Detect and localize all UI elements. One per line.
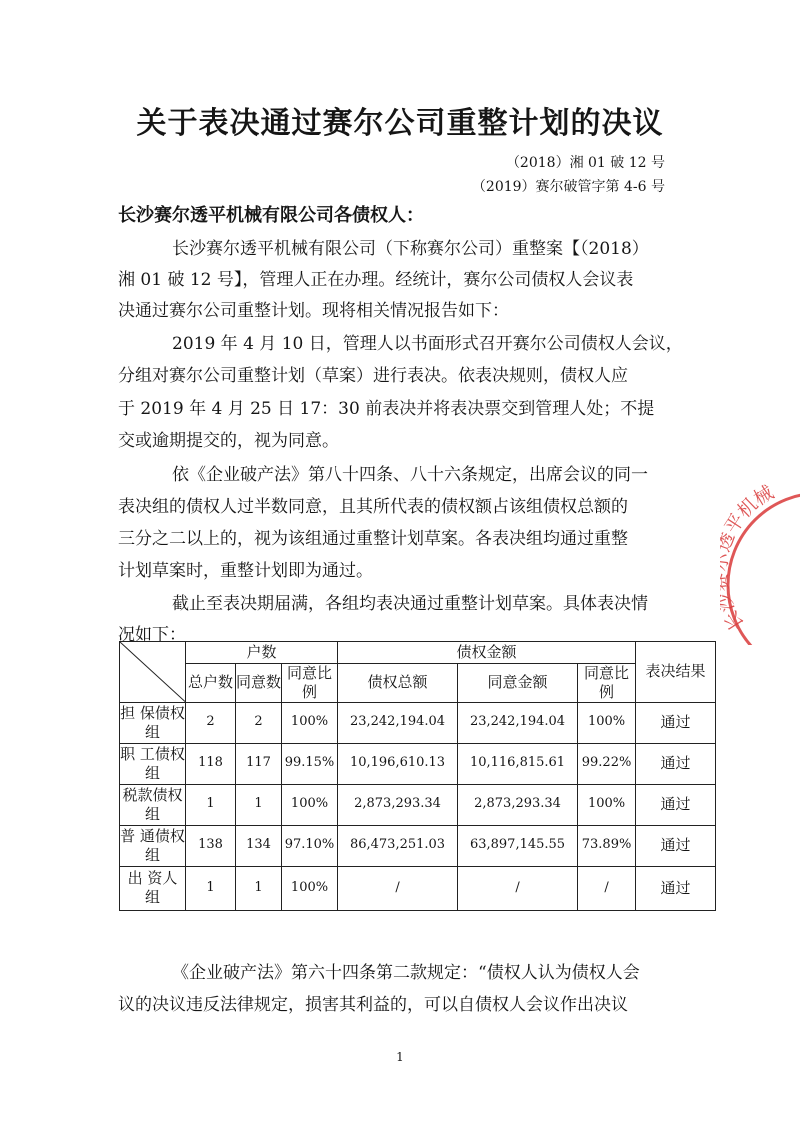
agree-amount: 10,116,815.61 [458,743,578,784]
amount-ratio: 100% [578,702,636,743]
body-line: 决通过赛尔公司重整计划。现将相关情况报告如下： [118,301,509,321]
vote-result: 通过 [636,702,716,743]
body-line: 交或逾期提交的，视为同意。 [118,431,339,451]
group-name: 职 工债权组 [120,743,186,784]
body-line: 议的决议违反法律规定，损害其利益的，可以自债权人会议作出决议 [118,995,628,1015]
agree-amount-header: 同意金额 [458,664,578,703]
body-line: 截止至表决期届满，各组均表决通过重整计划草案。具体表决情 [172,594,648,614]
agree-households: 1 [236,784,282,825]
body-line: 计划草案时，重整计划即为通过。 [118,561,373,581]
agree-households: 2 [236,702,282,743]
total-households: 138 [186,825,236,866]
company-seal [720,475,800,645]
claims-group-header: 债权金额 [338,642,636,664]
vote-result: 通过 [636,743,716,784]
household-ratio: 100% [282,866,338,910]
amount-ratio-header: 同意比例 [578,664,636,703]
claim-total: 2,873,293.34 [338,784,458,825]
agree-amount: 63,897,145.55 [458,825,578,866]
agree-households: 134 [236,825,282,866]
svg-text:长沙赛尔透平机械 [720,481,778,634]
amount-ratio: 100% [578,784,636,825]
household-ratio: 99.15% [282,743,338,784]
amount-ratio: 99.22% [578,743,636,784]
total-households: 1 [186,784,236,825]
diagonal-header-cell [120,642,186,703]
table-row [120,784,716,825]
addressee: 长沙赛尔透平机械有限公司各债权人： [118,205,424,226]
agree-households: 1 [236,866,282,910]
total-households-header: 总户数 [186,664,236,703]
amount-ratio: 73.89% [578,825,636,866]
group-name: 普 通债权组 [120,825,186,866]
agree-amount: 23,242,194.04 [458,702,578,743]
table-row [120,743,716,784]
body-line: 分组对赛尔公司重整计划（草案）进行表决。依表决规则，债权人应 [118,366,628,386]
vote-result: 通过 [636,825,716,866]
body-line: 2019 年 4 月 10 日，管理人以书面形式召开赛尔公司债权人会议， [172,334,683,354]
seal-text: 长 平机械 [720,481,778,635]
page-number: 1 [396,1050,404,1064]
table-row [120,702,716,743]
group-name: 税款债权组 [120,784,186,825]
agree-households-header: 同意数 [236,664,282,703]
administrator-number: （2019）赛尔破管字第 4-6 号 [471,179,665,195]
household-ratio: 100% [282,702,338,743]
claim-total: 23,242,194.04 [338,702,458,743]
body-line: 湘 01 破 12 号】，管理人正在办理。经统计，赛尔公司债权人会议表 [118,270,634,290]
vote-result: 通过 [636,784,716,825]
group-name: 担 保债权组 [120,702,186,743]
group-name: 出 资人 组 [120,866,186,910]
claim-total: 10,196,610.13 [338,743,458,784]
result-header: 表决结果 [636,642,716,703]
page-title: 关于表决通过赛尔公司重整计划的决议 [136,106,664,141]
table-row [120,866,716,910]
case-number: （2018）湘 01 破 12 号 [505,155,665,171]
households-group-header: 户数 [186,642,338,664]
agree-households: 117 [236,743,282,784]
body-line: 《企业破产法》第六十四条第二款规定：“债权人认为债权人会 [172,963,640,983]
vote-result: 通过 [636,866,716,910]
body-line: 三分之二以上的，视为该组通过重整计划草案。各表决组均通过重整 [118,529,628,549]
body-line: 况如下： [118,625,186,645]
claim-total: / [338,866,458,910]
claim-total-header: 债权总额 [338,664,458,703]
table-row [120,825,716,866]
body-line: 于 2019 年 4 月 25 日 17：30 前表决并将表决票交到管理人处；不提 [118,399,655,419]
household-ratio: 100% [282,784,338,825]
household-ratio-header: 同意比例 [282,664,338,703]
agree-amount: / [458,866,578,910]
body-line: 依《企业破产法》第八十四条、八十六条规定，出席会议的同一 [172,465,648,485]
body-line: 表决组的债权人过半数同意，且其所代表的债权额占该组债权总额的 [118,497,628,517]
household-ratio: 97.10% [282,825,338,866]
voting-results-table [119,641,716,911]
body-line: 长沙赛尔透平机械有限公司（下称赛尔公司）重整案【（2018） [172,239,649,259]
amount-ratio: / [578,866,636,910]
total-households: 1 [186,866,236,910]
total-households: 118 [186,743,236,784]
claim-total: 86,473,251.03 [338,825,458,866]
total-households: 2 [186,702,236,743]
agree-amount: 2,873,293.34 [458,784,578,825]
